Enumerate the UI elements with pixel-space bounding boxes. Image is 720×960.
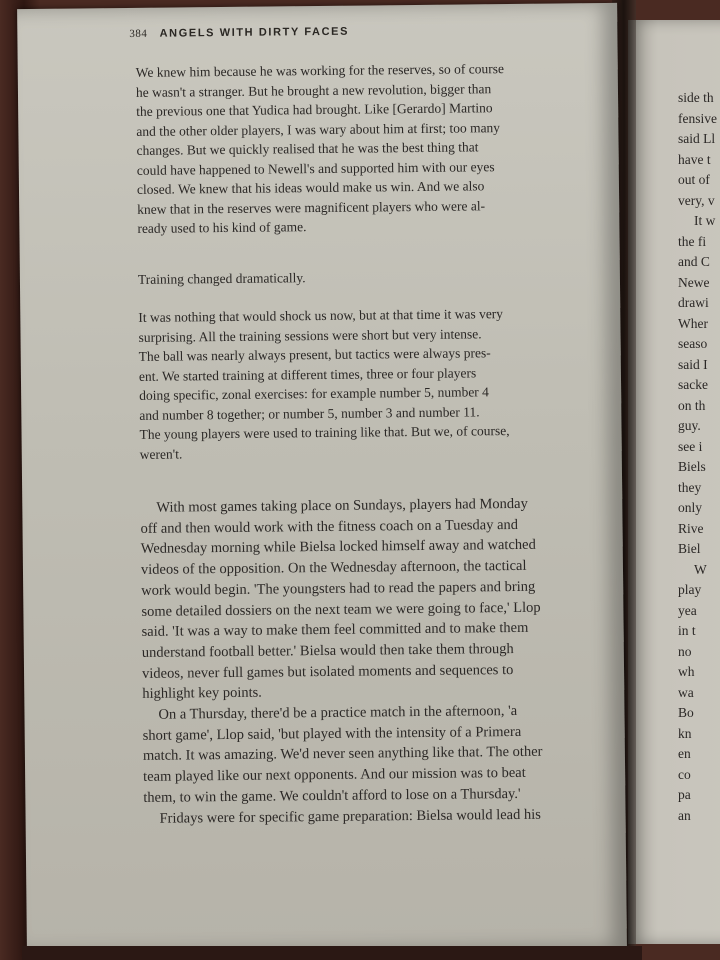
text-line: sacke	[678, 377, 708, 392]
text-line: side th	[678, 90, 714, 105]
text-line: Training changed dramatically.	[137, 270, 306, 287]
text-line: off and then would work with the fitness coach on a Tuesday and	[140, 516, 519, 537]
text-line: Biels	[678, 459, 706, 474]
text-line: and C	[678, 254, 710, 269]
text-line: The young players were used to training like that. But we, of course,	[139, 423, 510, 442]
body-text	[140, 493, 623, 829]
text-line: Biel	[678, 541, 701, 556]
text-line: only	[678, 500, 703, 515]
text-line: With most games taking place on Sundays, players had Monday	[156, 495, 528, 516]
text-line: on th	[678, 397, 706, 413]
text-line: and number 8 together; or number 5, number 3 and number 11.	[139, 403, 480, 423]
text-line: play	[678, 582, 702, 597]
text-line: closed. We knew that his ideas would make us win. And we also	[136, 178, 485, 197]
text-line: very, v	[678, 192, 715, 208]
quote-block-2	[138, 265, 618, 290]
quote-block-1	[136, 58, 618, 239]
text-line: pa	[678, 787, 691, 802]
text-line: ready used to his kind of game.	[137, 219, 307, 236]
text-line: work would begin. 'The youngsters had to read the papers and bring	[141, 578, 536, 599]
text-line: some detailed dossiers on the next team we were going to face,' Llop	[141, 599, 541, 620]
text-line: the fi	[678, 233, 707, 249]
text-line: see i	[678, 438, 703, 454]
text-line: out of	[678, 172, 710, 187]
text-line: seaso	[678, 336, 708, 351]
text-line: doing specific, zonal exercises: for example number 5, number 4	[139, 384, 489, 403]
text-line: Fridays were for specific game preparation: Bielsa would lead his	[159, 806, 541, 827]
text-line: videos of the opposition. On the Wednesday afternoon, the tactical	[140, 557, 527, 579]
text-line: yea	[678, 602, 697, 618]
running-title: ANGELS WITH DIRTY FACES	[159, 25, 350, 40]
text-line: videos, never full games but isolated moments and sequences to	[141, 661, 514, 682]
text-line: they	[678, 479, 702, 495]
page-bottom-shadow	[22, 946, 642, 960]
text-line: Rive	[678, 520, 704, 536]
text-line: understand football better.' Bielsa would then take them through	[141, 640, 514, 661]
text-line: he wasn't a stranger. But he brought a new revolution, bigger than	[135, 80, 492, 100]
text-line: changes. But we quickly realised that he was the best thing that	[136, 139, 479, 158]
text-line: guy.	[678, 418, 701, 433]
text-line: weren't.	[139, 445, 183, 462]
text-line: wh	[678, 664, 695, 679]
text-line: have t	[678, 151, 711, 167]
text-line: said. 'It was a way to make them feel committed and to make them	[141, 620, 529, 641]
text-line: It w	[694, 213, 716, 228]
text-line: and the other older players, I was wary about him at first; too many	[136, 119, 501, 139]
text-line: the previous one that Yudica had brought. Like [Gerardo] Martino	[136, 100, 493, 119]
text-line: Wher	[678, 315, 708, 331]
quote-block-3	[138, 303, 620, 464]
text-line: fensive	[678, 110, 717, 126]
text-line: them, to win the game. We couldn't afford to lose on a Thursday.'	[143, 785, 521, 806]
text-line: The ball was nearly always present, but tactics were always pres-	[138, 345, 491, 364]
book-page	[17, 3, 627, 953]
text-line: highlight key points.	[142, 684, 262, 703]
running-head	[129, 23, 599, 40]
page-number: 384	[129, 27, 148, 40]
text-line: We knew him because he was working for the reserves, so of course	[135, 61, 504, 80]
text-line: knew that in the reserves were magnificent players who were al-	[137, 197, 486, 217]
text-line: On a Thursday, there'd be a practice match in the afternoon, 'a	[158, 703, 518, 723]
text-line: co	[678, 766, 691, 782]
text-line: drawi	[678, 295, 709, 310]
text-line: could have happened to Newell's and supported him with our eyes	[136, 158, 495, 178]
facing-page-text	[678, 88, 720, 826]
text-line: no	[678, 643, 692, 659]
text-line: It was nothing that would shock us now, but at that time it was very	[138, 306, 504, 325]
text-line: W	[694, 561, 707, 577]
text-line: team played like our next opponents. And our mission was to beat	[143, 765, 526, 786]
text-line: kn	[678, 725, 692, 741]
text-line: short game', Llop said, 'but played with the intensity of a Primera	[142, 723, 522, 744]
text-line: Wednesday morning while Bielsa locked himself away and watched	[140, 537, 536, 558]
text-line: an	[678, 807, 691, 823]
text-line: said I	[678, 356, 708, 372]
text-line: surprising. All the training sessions were short but very intense.	[138, 325, 482, 345]
text-line: wa	[678, 684, 694, 700]
text-line: in t	[678, 623, 696, 638]
text-line: Newe	[678, 274, 710, 290]
text-line: ent. We started training at different times, three or four players	[138, 364, 477, 384]
text-line: en	[678, 746, 691, 761]
text-line: Bo	[678, 705, 694, 720]
facing-page	[628, 20, 720, 944]
text-line: said Ll	[678, 131, 716, 146]
text-line: match. It was amazing. We'd never seen anything like that. The other	[142, 744, 543, 765]
